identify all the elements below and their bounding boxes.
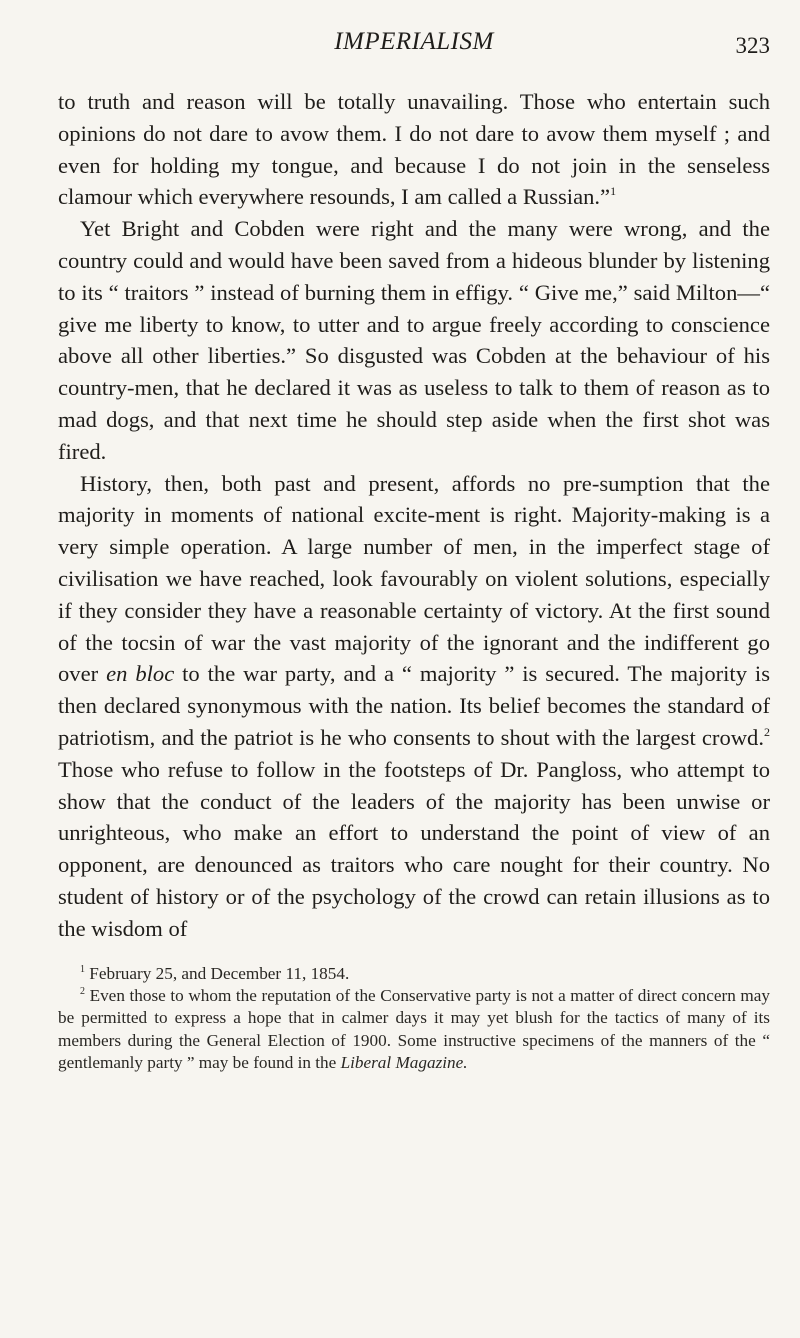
footnote-1-text: February 25, and December 11, 1854. [89, 963, 350, 983]
book-page [58, 22, 770, 1075]
page-number: 323 [735, 33, 770, 58]
paragraph-1-text: to truth and reason will be totally unavailing. Those who entertain such opinions do not dare to avow them. I do not dare to avow them myself ; and even for holding my tongue, and because I do not join in the senseless clamour which everywhere resounds, I am called a Russian.” [58, 89, 770, 210]
page-header [58, 22, 770, 62]
paragraph-3 [58, 468, 770, 945]
paragraph-1 [58, 86, 770, 213]
footnote-1 [58, 963, 770, 985]
footnote-ref-2: 2 [764, 724, 770, 739]
footnotes [58, 963, 770, 1075]
footnote-2-italic-title: Liberal Magazine. [340, 1053, 468, 1073]
paragraph-2 [58, 213, 770, 467]
body-text [58, 86, 770, 945]
paragraph-3-part-2: to the war party, and a “ majority ” is secured. The majority is then declared synonymous with the nation. Its belief becomes the standard of patriotism, and the patriot is he who consents to shout with the largest crowd. [58, 661, 770, 750]
paragraph-3-part-3: Those who refuse to follow in the footsteps of Dr. Pangloss, who attempt to show that the conduct of the leaders of the majority has been unwise or unrighteous, who make an effort to understand the point of view of an opponent, are denounced as traitors who care nought for their country. No student of history or of the psychology of the crowd can retain illusions as to the wisdom of [58, 756, 770, 941]
footnote-2-number: 2 [80, 985, 85, 997]
footnote-2 [58, 985, 770, 1075]
footnote-ref-1: 1 [610, 184, 617, 199]
paragraph-3-part-1: History, then, both past and present, affords no pre-sumption that the majority in moments of national excite-ment is right. Majority-making is a very simple operation. A large number of men, in the imperfect stage of civilisation we have reached, look favourably on violent solutions, especially if they consider they have a reasonable certainty of victory. At the first sound of the tocsin of war the vast majority of the ignorant and the indifferent go over [58, 470, 770, 687]
footnote-1-number: 1 [80, 963, 85, 975]
italic-phrase: en bloc [106, 661, 175, 687]
paragraph-2-text: Yet Bright and Cobden were right and the many were wrong, and the country could and would have been saved from a hideous blunder by listening to its “ traitors ” instead of burning them in effigy. “ Give me,” said Milton—“ give me liberty to know, to utter and to argue freely according to conscience above all other liberties.” So disgusted was Cobden at the behaviour of his country-men, that he declared it was as useless to talk to them of reason as to mad dogs, and that next time he should step aside when the first shot was fired. [58, 216, 770, 464]
footnote-2-text: Even those to whom the reputation of the Conservative party is not a matter of direct concern may be permitted to express a hope that in calmer days it may yet blush for the tactics of many of its members during the General Election of 1900. Some instructive specimens of the manners of the “ gentlemanly party ” may be found in the [58, 985, 770, 1073]
running-title: IMPERIALISM [334, 28, 494, 55]
